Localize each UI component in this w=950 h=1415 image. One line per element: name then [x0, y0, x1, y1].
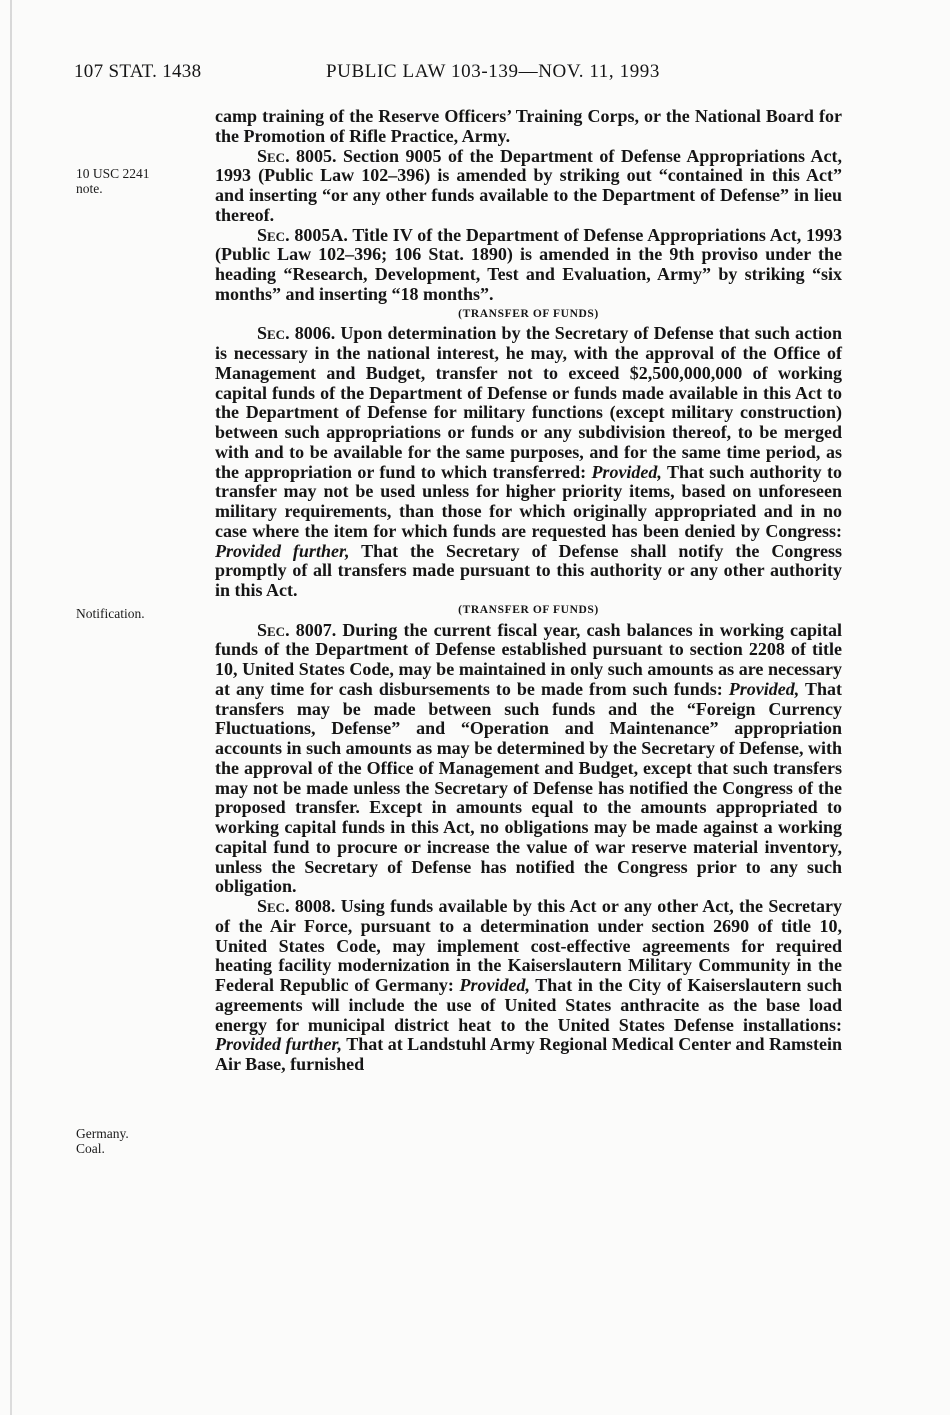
section-text: Using funds available by this Act or any other Act, the Secretary of the Air Force, pursuant to a determination under section 2690 of title 10, United States Code, may implement cost-effective agreements for required heating facility modernization in the Kaiserslautern Military Community in the Federal Republic of Germany: — [215, 896, 842, 995]
section-8008 — [215, 897, 842, 1075]
section-text: That the Secretary of Defense shall notify the Congress promptly of all transfers made pursuant to this authority or any other authority in this Act. — [215, 540, 842, 600]
section-8005a — [215, 226, 842, 305]
margin-note-usc-cite: 10 USC 2241 — [76, 166, 150, 181]
proviso-italic: Provided further, — [215, 540, 350, 561]
section-text: During the current fiscal year, cash balances in working capital funds of the Department of Defense established pursuant to section 2208 of title 10, United States Code, may be maintained in only such amounts as are necessary at any time for cash disbursements to be made from such funds: — [215, 619, 842, 699]
margin-note-germany: Germany. — [76, 1126, 129, 1141]
paragraph-continuation: camp training of the Reserve Officers’ Training Corps, or the National Board for the Promotion of Rifle Practice, Army. — [215, 106, 842, 146]
proviso-italic: Provided, — [459, 975, 530, 995]
page-edge-shadow — [10, 0, 12, 1415]
section-label: Sec. 8005. — [257, 145, 337, 166]
section-text: That at Landstuhl Army Regional Medical Center and Ramstein Air Base, furnished — [215, 1034, 842, 1074]
section-8006 — [215, 324, 842, 601]
section-label: Sec. 8005A. — [257, 224, 348, 245]
section-text: That transfers may be made between such funds and the “Foreign Currency Fluctuations, Defense” and “Operation and Maintenance” appropriation accounts in such amounts as may be determined by the Secretary of Defense, with the approval of the Office of Management and Budget, except that such transfers may not be made unless the Secretary of Defense has notified the Congress of the proposed transfer. Except in amounts equal to the amounts appropriated to working capital funds in this Act, no obligations may be made against a working capital fund to procure or increase the value of war reserve material inventory, unless the Secretary of Defense has notified the Congress prior to any such obligation. — [215, 678, 843, 897]
margin-note-notification: Notification. — [76, 606, 145, 621]
section-text: That such authority to transfer may not be used unless for higher priority items, based on unforeseen military requirements, than those for which originally appropriated and in no case where the item for which funds are requested has been denied by Congress: — [215, 461, 842, 541]
statute-page-number: 107 STAT. 1438 — [74, 61, 202, 82]
section-label: Sec. 8007. — [257, 619, 337, 640]
margin-note-germany-coal — [76, 1126, 129, 1156]
proviso-italic: Provided, — [591, 461, 662, 482]
section-text: Section 9005 of the Department of Defense Appropriations Act, 1993 (Public Law 102–396) is amended by striking out “contained in this Act” and inserting “or any other funds available to the Department of Defense” in lieu thereof. — [215, 145, 842, 225]
section-text: Title IV of the Department of Defense Appropriations Act, 1993 (Public Law 102–396; 106 Stat. 1890) is amended in the 9th proviso under the heading “Research, Development, Test and Evaluation, Army” by striking “six months” and inserting “18 months”. — [215, 224, 842, 304]
proviso-italic: Provided, — [728, 678, 800, 699]
body-text-column — [215, 107, 842, 1075]
margin-note-usc — [76, 166, 150, 196]
running-header-title: PUBLIC LAW 103-139—NOV. 11, 1993 — [326, 61, 660, 82]
section-label: Sec. 8006. — [257, 323, 336, 344]
section-8005 — [215, 147, 842, 226]
section-text: That in the City of Kaiserslautern such agreements will include the use of United States anthracite as the base load energy for municipal district heat to the United States Defense installations: — [215, 975, 842, 1035]
section-8007 — [215, 621, 842, 898]
section-label: Sec. 8008. — [257, 896, 336, 916]
margin-note-usc-note: note. — [76, 181, 103, 196]
heading-transfer-of-funds: (TRANSFER OF FUNDS) — [458, 603, 599, 616]
proviso-italic: Provided further, — [215, 1034, 343, 1055]
section-text: Upon determination by the Secretary of Defense that such action is necessary in the national interest, he may, with the approval of the Office of Management and Budget, transfer not to exceed $2,500,000,000 of working capital funds of the Department of Defense or funds made available in this Act to the Department of Defense for military functions (except military construction) between such appropriations or funds or any subdivision thereof, to be merged with and to be available for the same purposes, and for the same time period, as the appropriation or fund to which transferred: — [215, 323, 842, 482]
margin-note-coal: Coal. — [76, 1141, 105, 1156]
heading-transfer-of-funds: (TRANSFER OF FUNDS) — [458, 307, 599, 320]
